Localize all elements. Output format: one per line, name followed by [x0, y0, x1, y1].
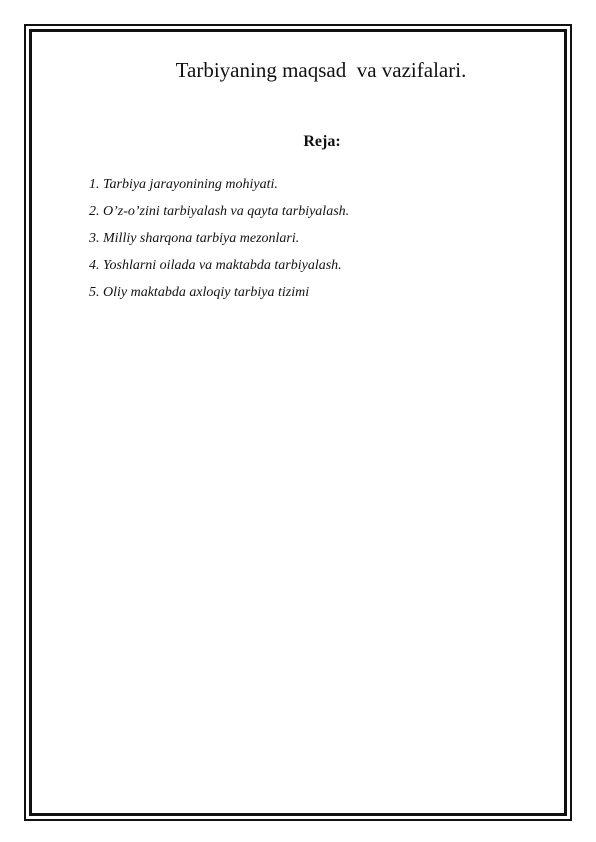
plan-item-2: 2. O’z-o’zini tarbiyalash va qayta tarbiyalash. — [89, 204, 350, 219]
plan-item-5: 5. Oliy maktabda axloqiy tarbiya tizimi — [89, 285, 310, 300]
document-title: Tarbiyaning maqsad va vazifalari. — [175, 58, 467, 82]
plan-heading: Reja: — [303, 133, 341, 150]
plan-item-4: 4. Yoshlarni oilada va maktabda tarbiyalash. — [89, 258, 342, 273]
plan-list — [89, 178, 349, 313]
plan-item-3: 3. Milliy sharqona tarbiya mezonlari. — [89, 231, 300, 246]
plan-item-1: 1. Tarbiya jarayonining mohiyati. — [89, 177, 278, 192]
